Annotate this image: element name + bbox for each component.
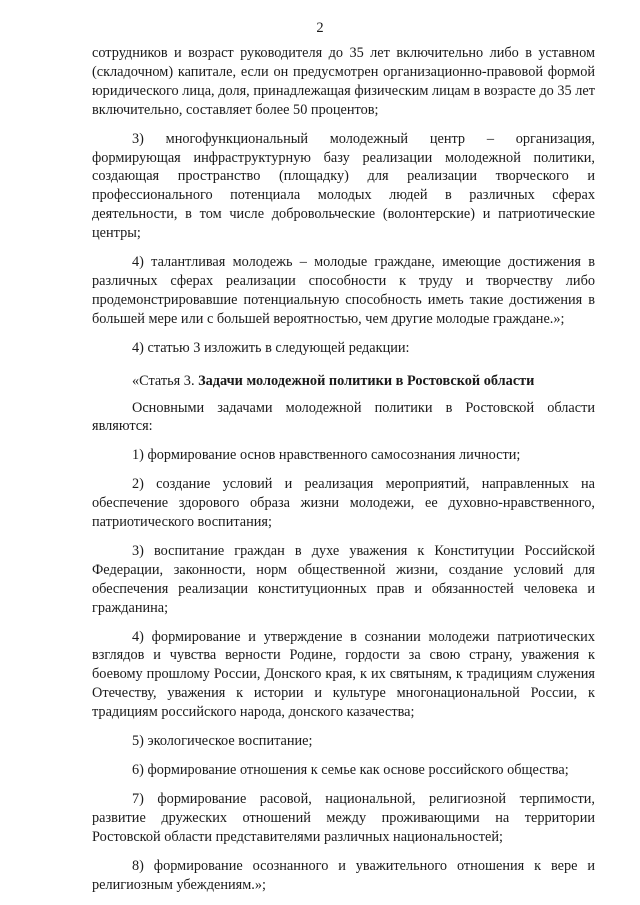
paragraph-task-6: 6) формирование отношения к семье как основе российского общества; (132, 762, 569, 778)
paragraph-task-1: 1) формирование основ нравственного самосознания личности; (132, 447, 521, 464)
paragraph-tasks-intro: Основными задачами молодежной политики в Ростовской области являются: (92, 399, 595, 435)
paragraph-task-7: 7) формирование расовой, национальной, религиозной терпимости, развитие дружеских отношений между проживающими на территории Ростовской области представителями различных национальностей; (92, 790, 595, 845)
article-heading (92, 372, 595, 391)
document-body (92, 44, 595, 894)
paragraph-continuation: сотрудников и возраст руководителя до 35 лет включительно либо в уставном (складочном) капитале, если он предусмотрен организационно-правовой формой юридического лица, доля, принадлежащая физическим лицам в возрасте до 35 лет включительно, составляет более 50 процентов; (92, 45, 595, 118)
paragraph-task-4: 4) формирование и утверждение в сознании молодежи патриотических взглядов и чувства верности Родине, гордости за свою страну, уважения к боевому прошлому России, Донского края, к их святыням, к традициям служения Отечеству, уважения к истории и культуре многонациональной России, к традициям российского народа, донского казачества; (92, 628, 595, 721)
paragraph-task-5: 5) экологическое воспитание; (132, 733, 313, 750)
article-title: Задачи молодежной политики в Ростовской области (198, 372, 535, 389)
paragraph-task-8: 8) формирование осознанного и уважительного отношения к вере и религиозным убеждениям.»; (92, 857, 595, 893)
paragraph-item-4-talented-youth: 4) талантливая молодежь – молодые граждане, имеющие достижения в различных сферах реализации способности к труду и творчеству либо продемонстрировавшие потенциальную способность иметь такие достижения в большей мере или с большей вероятностью, чем другие молодые граждане.»; (92, 254, 595, 327)
paragraph-task-3: 3) воспитание граждан в духе уважения к Конституции Российской Федерации, законности, норм общественной жизни, создание условий для обеспечения реализации конституционных прав и обязанностей человека и гражданина; (92, 542, 595, 616)
paragraph-amendment-article-3: 4) статью 3 изложить в следующей редакции: (132, 339, 410, 356)
page-number: 2 (316, 20, 324, 36)
paragraph-item-3-center: 3) многофункциональный молодежный центр – организация, формирующая инфраструктурную базу реализации молодежной политики, создающая пространство (площадку) для реализации творческого и профессионального потенциала молодых людей в различных сферах деятельности, в том числе добровольческие (волонтерские) и патриотические центры; (92, 130, 595, 242)
article-prefix: «Статья 3. (132, 372, 199, 389)
paragraph-task-2: 2) создание условий и реализация мероприятий, направленных на обеспечение здорового образа жизни молодежи, ее духовно-нравственного, патриотического воспитания; (92, 476, 595, 531)
